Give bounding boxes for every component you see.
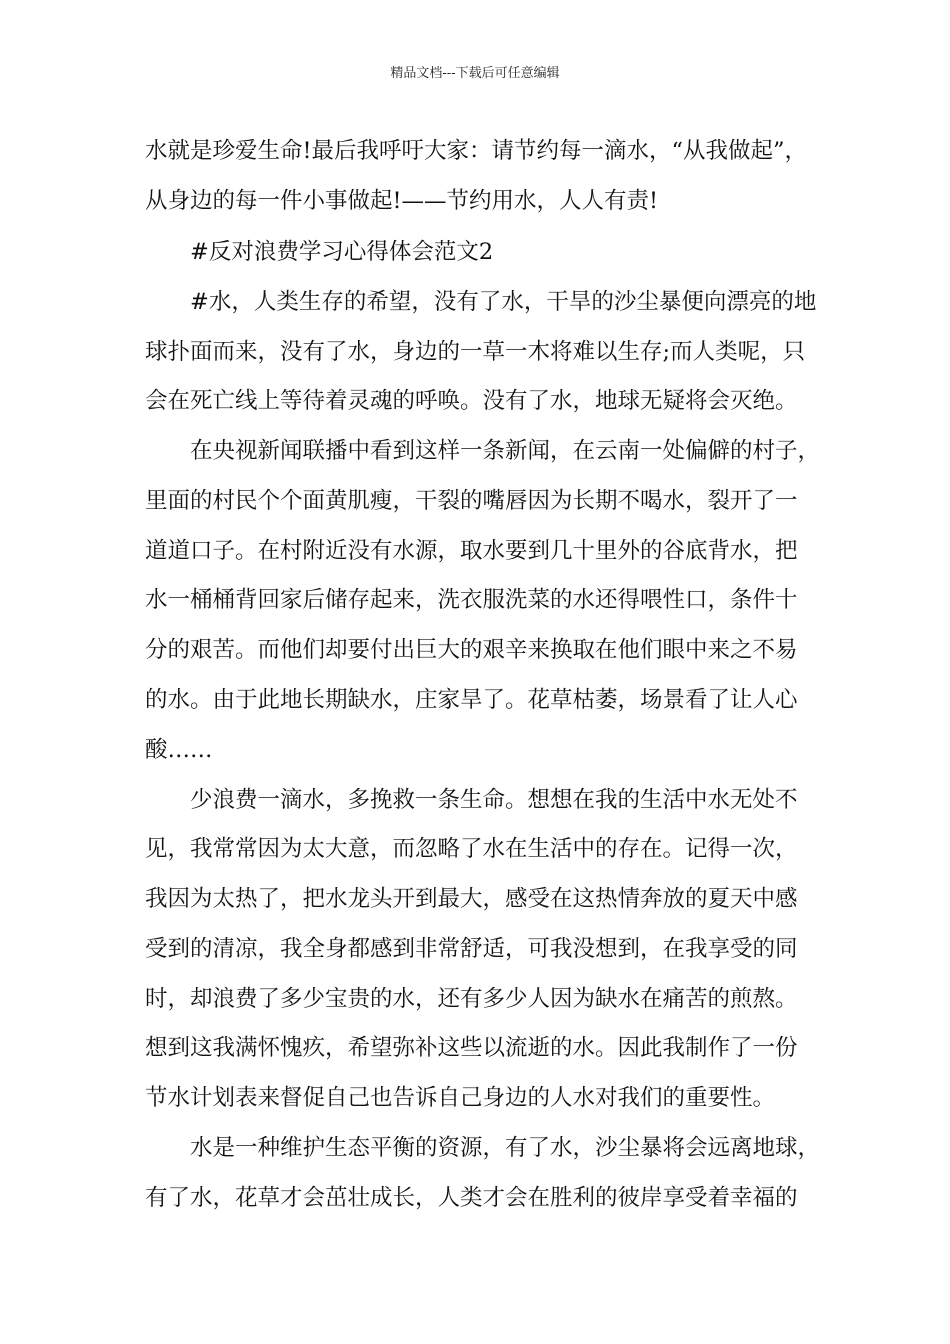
section-heading: #反对浪费学习心得体会范文2 — [190, 239, 494, 265]
text-line: 里面的村民个个面黄肌瘦，干裂的嘴唇因为长期不喝水，裂开了一 — [145, 488, 798, 514]
text-line: 酸…… — [145, 737, 213, 763]
text-line: 水是一种维护生态平衡的资源，有了水，沙尘暴将会远离地球， — [190, 1135, 821, 1161]
text-line: 见，我常常因为太大意，而忽略了水在生活中的存在。记得一次， — [145, 836, 798, 862]
text-line: 水一桶桶背回家后储存起来，洗衣服洗菜的水还得喂性口，条件十 — [145, 587, 798, 613]
text-line: 节水计划表来督促自己也告诉自己身边的人水对我们的重要性。 — [145, 1085, 776, 1111]
text-line: 会在死亡线上等待着灵魂的呼唤。没有了水，地球无疑将会灭绝。 — [145, 388, 798, 414]
text-line: 我因为太热了，把水龙头开到最大，感受在这热情奔放的夏天中感 — [145, 886, 798, 912]
text-line: #水，人类生存的希望，没有了水，干旱的沙尘暴便向漂亮的地 — [190, 289, 817, 315]
text-line: 受到的清凉，我全身都感到非常舒适，可我没想到，在我享受的同 — [145, 936, 798, 962]
text-line: 少浪费一滴水，多挽救一条生命。想想在我的生活中水无处不 — [190, 787, 798, 813]
text-line: 的水。由于此地长期缺水，庄家旱了。花草枯萎，场景看了让人心 — [145, 687, 798, 713]
text-line: 分的艰苦。而他们却要付出巨大的艰辛来换取在他们眼中来之不易 — [145, 637, 798, 663]
text-line: 时，却浪费了多少宝贵的水，还有多少人因为缺水在痛苦的煎熬。 — [145, 986, 798, 1012]
text-line: 从身边的每一件小事做起!——节约用水，人人有责! — [145, 188, 659, 214]
text-line: 有了水，花草才会茁壮成长，人类才会在胜利的彼岸享受着幸福的 — [145, 1185, 798, 1211]
page-header: 精品文档---下载后可任意编辑 — [390, 66, 560, 81]
text-line: 水就是珍爱生命!最后我呼吁大家：请节约每一滴水，“从我做起”， — [145, 138, 808, 164]
text-line: 在央视新闻联播中看到这样一条新闻，在云南一处偏僻的村子， — [190, 438, 821, 464]
text-line: 道道口子。在村附近没有水源，取水要到几十里外的谷底背水，把 — [145, 538, 798, 564]
text-line: 球扑面而来，没有了水，身边的一草一木将难以生存;而人类呢，只 — [145, 339, 806, 365]
text-line: 想到这我满怀愧疚，希望弥补这些以流逝的水。因此我制作了一份 — [145, 1035, 798, 1061]
